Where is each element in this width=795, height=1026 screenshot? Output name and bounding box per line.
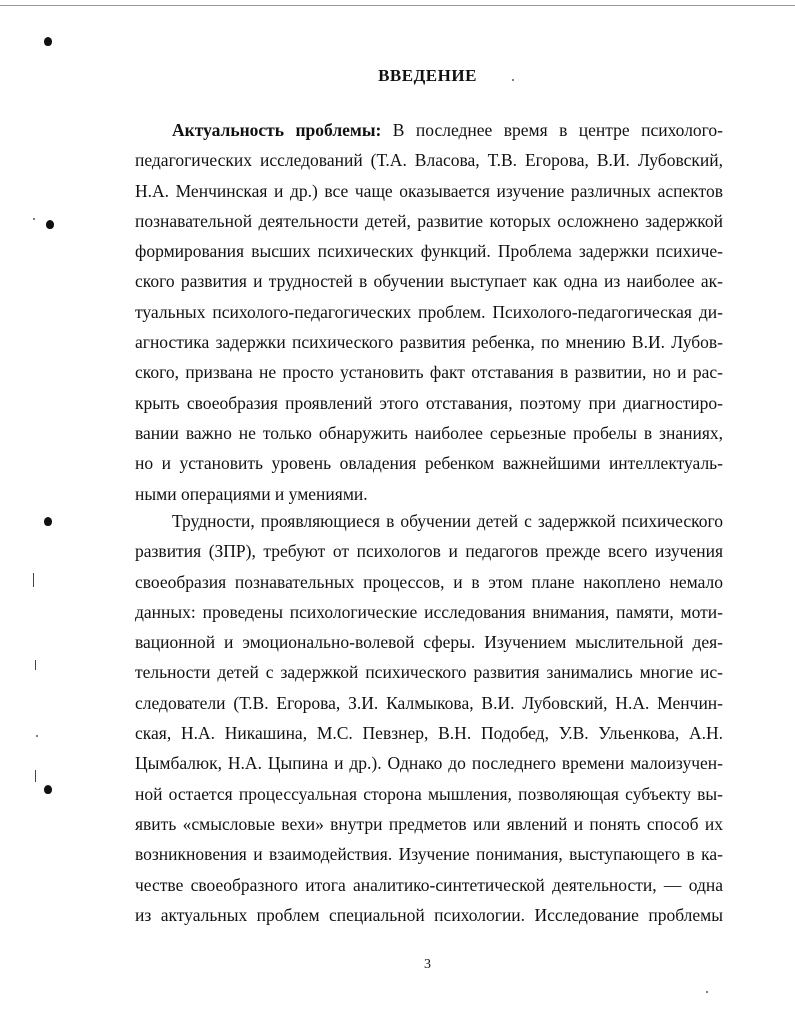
punch-hole-mark — [46, 220, 54, 229]
paragraph-line: ская, Н.А. Никашина, М.С. Певзнер, В.Н. Подобед, У.В. Ульенкова, А.Н. — [135, 723, 723, 744]
paragraph-line: своеобразия познавательных процессов, и в этом плане накоплено немало — [135, 571, 723, 592]
punch-hole-mark — [44, 37, 52, 46]
paragraph-line: ными операциями и умениями. — [135, 483, 368, 504]
punch-hole-mark — [44, 785, 52, 794]
paragraph-line: данных: проведены психологические исследования внимания, памяти, моти- — [135, 601, 723, 622]
paragraph-line: вании важно не только обнаружить наиболее серьезные пробелы в знаниях, — [135, 422, 723, 443]
paragraph-line: развития (ЗПР), требуют от психологов и педагогов прежде всего изучения — [135, 541, 723, 562]
paragraph-line: крыть своеобразия проявлений этого отставания, поэтому при диагностиро- — [135, 392, 723, 413]
paragraph-line: возникновения и взаимодействия. Изучение понимания, выступающего в ка- — [135, 844, 723, 865]
paragraph-line: ского, призвана не просто установить факт отставания в развитии, но и рас- — [135, 362, 723, 383]
paragraph-line: формирования высших психических функций. Проблема задержки психиче- — [135, 241, 723, 262]
paragraph-line: явить «смысловые вехи» внутри предметов или явлений и понять способ их — [135, 813, 723, 834]
scan-speck — [706, 991, 708, 993]
paragraph-line: ной остается процессуальная сторона мышления, позволяющая субъекту вы- — [135, 783, 723, 804]
scan-speck — [33, 218, 35, 220]
relevance-lead: Актуальность проблемы: — [172, 120, 382, 140]
paragraph-line — [135, 115, 723, 145]
paragraph-line: тельности детей с задержкой психического развития занимались многие ис- — [135, 662, 723, 683]
paragraph-line: Цымбалюк, Н.А. Цыпина и др.). Однако до последнего времени малоизучен- — [135, 753, 723, 774]
paragraph-line: познавательной деятельности детей, развитие которых осложнено задержкой — [135, 210, 723, 231]
paragraph-line: из актуальных проблем специальной психологии. Исследование проблемы — [135, 904, 723, 925]
paragraph-line: Н.А. Менчинская и др.) все чаще оказывается изучение различных аспектов — [135, 180, 723, 201]
punch-hole-mark — [44, 517, 52, 526]
paragraph-line: агностика задержки психического развития ребенка, по мнению В.И. Лубов- — [135, 332, 723, 353]
paragraph-line: вационной и эмоционально-волевой сферы. Изучением мыслительной дея- — [135, 632, 723, 653]
scan-speck — [36, 735, 38, 737]
paragraph-relevance — [135, 115, 723, 509]
paragraph-line: ского развития и трудностей в обучении выступает как одна из наиболее ак- — [135, 271, 723, 292]
scan-artifact — [35, 770, 36, 782]
paragraph-line: но и установить уровень овладения ребенком важнейшими интеллектуаль- — [135, 453, 723, 474]
paragraph-difficulties — [135, 506, 723, 930]
page-number: 3 — [424, 957, 431, 972]
page-title: ВВЕДЕНИЕ — [378, 66, 477, 85]
paragraph-line: педагогических исследований (Т.А. Власова, Т.В. Егорова, В.И. Лубовский, — [135, 150, 723, 171]
first-line-text: В последнее время в центре психолого- — [381, 120, 723, 140]
paragraph-line: следователи (Т.В. Егорова, З.И. Калмыкова, В.И. Лубовский, Н.А. Менчин- — [135, 692, 723, 713]
scan-artifact — [35, 660, 36, 670]
paragraph-line: Трудности, проявляющиеся в обучении детей с задержкой психического — [172, 511, 723, 531]
paragraph-line: честве своеобразного итога аналитико-синтетической деятельности, — одна — [135, 874, 723, 895]
top-scan-edge — [0, 5, 795, 6]
scan-artifact — [33, 573, 34, 587]
paragraph-line: туальных психолого-педагогических проблем. Психолого-педагогическая ди- — [135, 301, 723, 322]
